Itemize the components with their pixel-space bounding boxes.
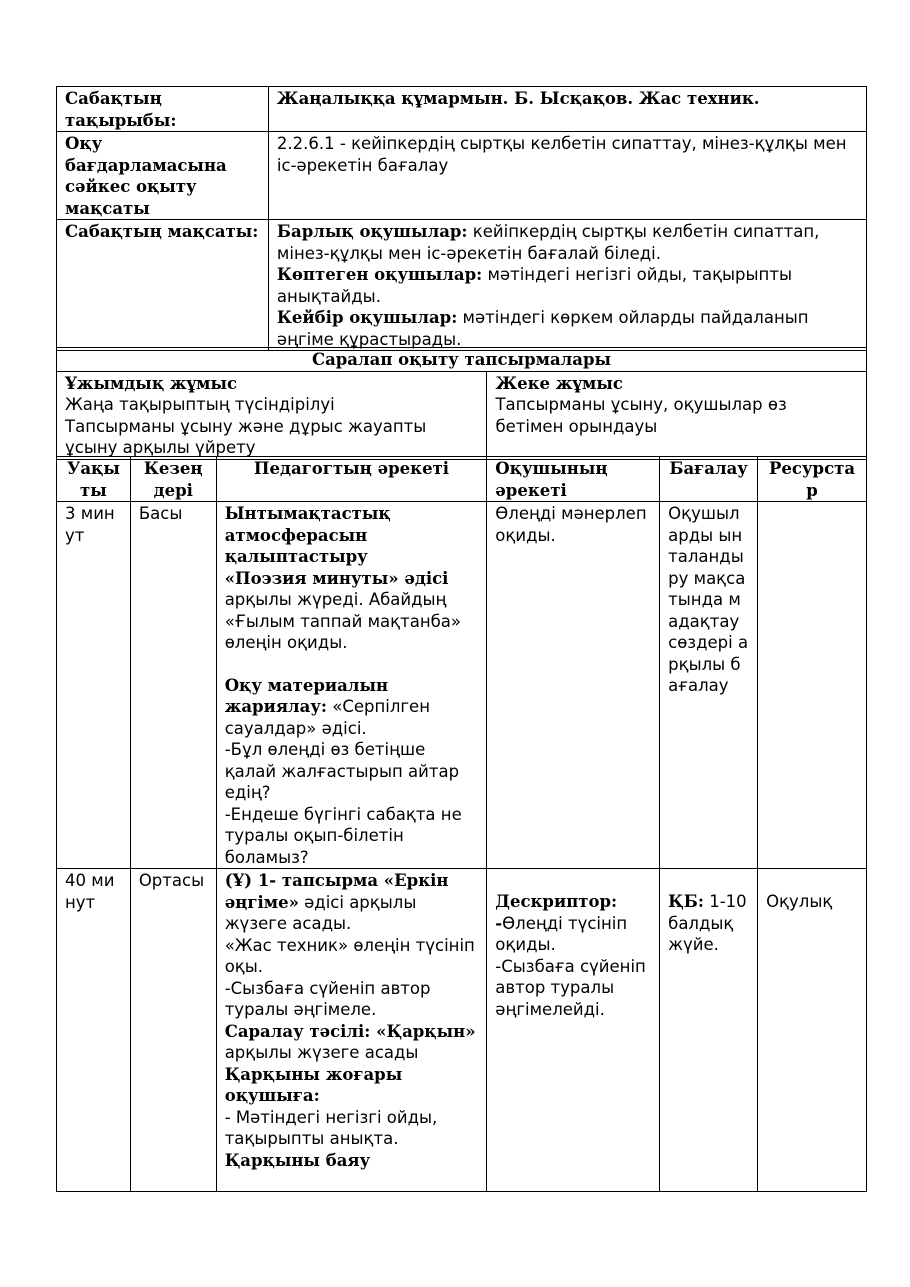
col-assessment: Бағалау [660,457,758,502]
row1-stage: Басы [130,502,216,869]
lesson-goal-row [57,220,867,351]
row2-student-t2: -Сызбаға сүйеніп автор туралы әңгімелейді. [495,956,646,1019]
row2-teacher-b4: Қарқыны баяу [224,1150,371,1170]
row1-teacher-b2: «Поэзия минуты» әдісі [224,568,449,588]
individual-work-title: Жеке жұмыс [495,373,623,393]
objective-value: 2.2.6.1 - кейіпкердің сыртқы келбетін сипаттау, мінез-құлқы мен іс-әрекетін бағалау [268,132,866,220]
goal-many-label: Көптеген оқушылар: [276,265,483,284]
row2-teacher [216,869,487,1192]
header-table [56,86,867,351]
row1-student: Өлеңді мәнерлеп оқиды. [487,502,660,869]
goal-many-text: мәтіндегі негізгі ойды, тақырыпты анықтайды. [276,265,792,306]
topic-label: Сабақтың тақырыбы: [57,87,269,132]
row1-teacher-b1: Ынтымақтастық атмосферасын қалыптастыру [224,504,391,566]
row2-resources: Оқулық [758,869,867,1192]
row2-time: 40 минут [57,869,131,1192]
diff-tasks-title-row [57,348,867,372]
row1-teacher [216,502,487,869]
row1-teacher-t3: -Бұл өлеңді өз бетіңше қалай жалғастырып айтар едің? [224,740,460,802]
row2-teacher-b3: Қарқыны жоғары оқушыға: [224,1064,403,1105]
row1-teacher-t1: арқылы жүреді. Абайдың «Ғылым таппай мақтанба» өлеңін оқиды. [224,590,462,652]
row1-assessment: Оқушыларды ынталандыру мақсатында мадақтау сөздері арқылы бағалау [660,502,758,869]
group-work-line1: Жаңа тақырыптың түсіндірілуі [65,395,335,414]
row2-teacher-t2: «Жас техник» өлеңін түсініп оқы. [224,935,475,976]
goal-many [277,264,858,307]
col-teacher: Педагогтың әрекеті [216,457,487,502]
table-row [57,869,867,1192]
goal-all-text: кейіпкердің сыртқы келбетін сипаттап, мінез-құлқы мен іс-әрекетін бағалай біледі. [276,222,820,263]
row1-time: 3 минут [57,502,131,869]
col-student: Оқушының әрекеті [487,457,660,502]
col-resources: Ресурстар [758,457,867,502]
group-work-line2: Тапсырманы ұсыну және дұрыс жауапты ұсыну арқылы үйрету [65,416,427,457]
row2-teacher-t4: арқылы жүзеге асады [224,1043,419,1062]
row1-resources [758,502,867,869]
row1-teacher-t4: -Ендеше бүгінгі сабақта не туралы оқып-білетін боламыз? [224,804,462,867]
col-time: Уақыты [57,457,131,502]
row2-teacher-t3: -Сызбаға сүйеніп автор туралы әңгімеле. [224,978,431,1019]
group-work-cell [57,371,487,459]
goal-some [277,307,858,350]
column-header-row [57,457,867,502]
row2-stage: Ортасы [130,869,216,1192]
lesson-goal-value [268,220,866,351]
row2-assessment-b: ҚБ: [668,892,704,911]
objective-row [57,132,867,220]
goal-some-text: мәтіндегі көркем ойларды пайдаланып әңгіме құрастырады. [276,308,809,349]
table-row [57,502,867,869]
group-work-title: Ұжымдық жұмыс [65,373,238,393]
row2-assessment [660,869,758,1192]
row2-student [487,869,660,1192]
lesson-plan-table [56,456,867,1192]
row2-student-b2: - [495,913,503,933]
goal-all [277,221,858,264]
goal-some-label: Кейбір оқушылар: [276,308,458,327]
row2-teacher-t1: әдісі арқылы жүзеге асады. [224,892,417,933]
row2-student-b1: Дескриптор: [495,892,618,911]
topic-value: Жаңалыққа құмармын. Б. Ысқақов. Жас техник. [268,87,866,132]
objective-label: Оқу бағдарламасына сәйкес оқыту мақсаты [57,132,269,220]
row2-teacher-b2: Саралау тәсілі: «Қарқын» [224,1021,476,1041]
col-stage: Кезеңдері [130,457,216,502]
diff-tasks-title: Саралап оқыту тапсырмалары [57,348,867,372]
row2-teacher-b1: (Ұ) 1- тапсырма «Еркін әңгіме» [224,871,449,912]
row1-teacher-b3: Оқу материалын жариялау: [224,675,389,716]
work-types-row [57,371,867,459]
row1-teacher-t2: «Серпілген сауалдар» әдісі. [224,697,430,738]
row2-student-t1: Өлеңді түсініп оқиды. [495,913,628,954]
diff-tasks-table [56,347,867,460]
row2-assessment-t: 1-10 балдық жүйе. [668,892,747,954]
individual-work-text: Тапсырманы ұсыну, оқушылар өз бетімен орындауы [495,395,787,436]
goal-all-label: Барлық оқушылар: [276,222,468,241]
individual-work-cell [487,371,867,459]
row2-teacher-t5: - Мәтіндегі негізгі ойды, тақырыпты анықта. [224,1107,438,1148]
lesson-goal-label: Сабақтың мақсаты: [57,220,269,351]
topic-row [57,87,867,132]
